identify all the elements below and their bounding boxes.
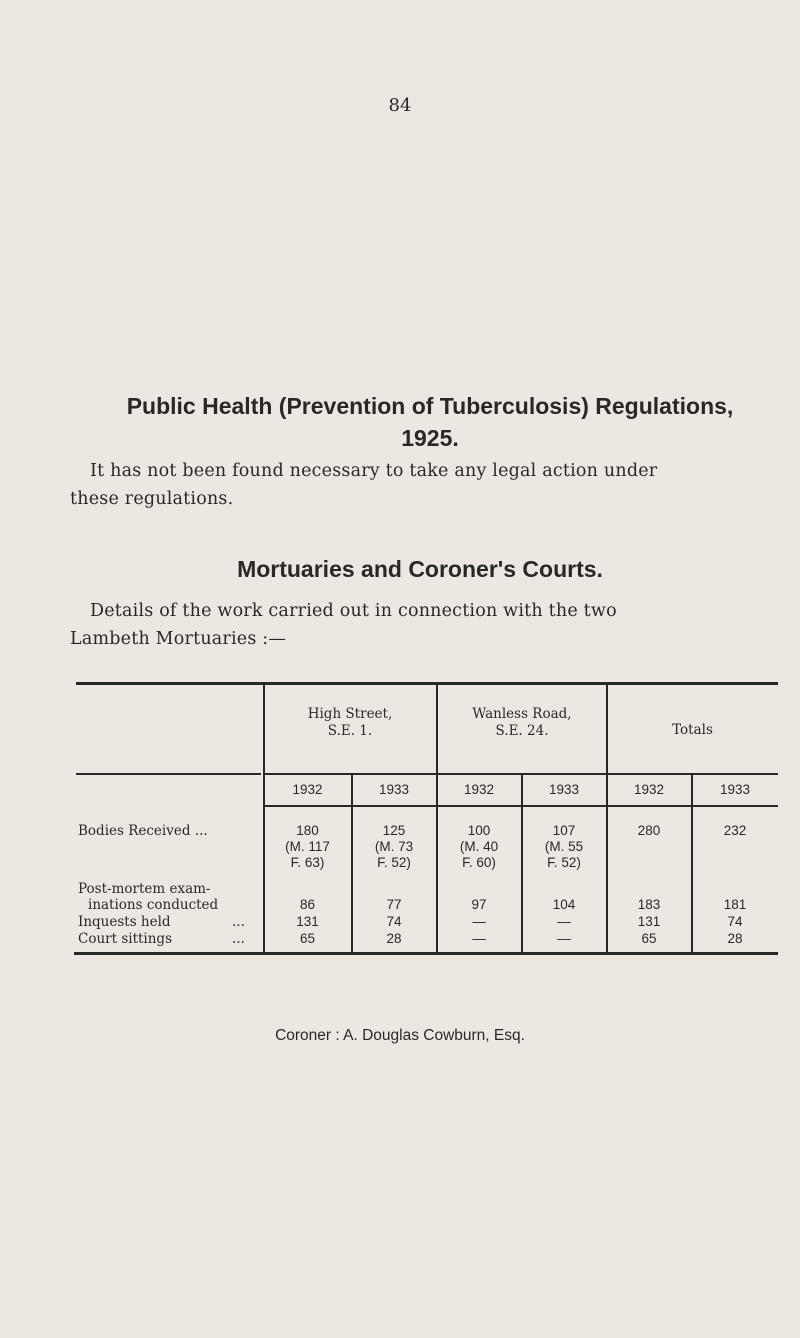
table-cell: 131 — [637, 914, 661, 929]
cell-sub-male: (M. 73 — [374, 839, 414, 854]
table-cell: — — [557, 931, 571, 946]
table-cell — [437, 823, 521, 871]
row-label-inquests: Inquests held — [78, 914, 171, 930]
year-header: 1933 — [548, 782, 580, 797]
table-cell: 74 — [727, 914, 743, 929]
table-cell: — — [472, 914, 486, 929]
table-cell — [352, 823, 436, 871]
table-cell — [522, 823, 606, 871]
table-cell: — — [557, 914, 571, 929]
paragraph-rest-line: Lambeth Mortuaries :— — [70, 629, 287, 649]
table-cell: 28 — [727, 931, 743, 946]
row-label-post-mortem — [78, 881, 264, 913]
coroner-footer: Coroner : A. Douglas Cowburn, Esq. — [275, 1027, 525, 1044]
cell-sub-male: (M. 40 — [459, 839, 499, 854]
section-title-tuberculosis — [70, 390, 790, 454]
section-title-mortuaries: Mortuaries and Coroner's Courts. — [237, 556, 603, 582]
table-cell: 183 — [637, 897, 661, 912]
table-top-rule — [76, 682, 778, 685]
cell-value: 125 — [382, 823, 406, 838]
group-header-line: High Street, — [307, 706, 393, 722]
cell-value: 180 — [296, 823, 319, 838]
header-rule-groups — [264, 773, 606, 775]
page-number: 84 — [388, 95, 412, 116]
table-cell: 28 — [386, 931, 402, 946]
row-label-dots: ... — [232, 931, 245, 947]
cell-value: 100 — [467, 823, 491, 838]
row-label-bodies-received: Bodies Received ... — [78, 823, 208, 839]
row-label-line: inations conducted — [88, 897, 219, 913]
table-cell: 65 — [641, 931, 657, 946]
paragraph-tuberculosis — [70, 457, 780, 513]
header-rule-label — [76, 773, 261, 775]
table-cell — [264, 823, 351, 871]
group-header-wanless-road — [437, 706, 607, 740]
year-header: 1932 — [292, 782, 323, 797]
table-cell: 280 — [637, 823, 661, 838]
group-header-line: S.E. 24. — [495, 723, 549, 739]
cell-sub-female: F. 52) — [547, 855, 581, 870]
table-bottom-rule — [74, 952, 778, 955]
table-cell: 232 — [723, 823, 747, 838]
table-cell: 86 — [299, 897, 316, 912]
cell-value: 107 — [552, 823, 576, 838]
group-header-line: S.E. 1. — [327, 723, 373, 739]
paragraph-first-line: Details of the work carried out in connection with the two — [90, 601, 617, 621]
paragraph-rest-line: these regulations. — [70, 489, 234, 509]
year-header: 1932 — [633, 782, 665, 797]
table-cell: 181 — [723, 897, 747, 912]
row-label-dots: ... — [232, 914, 245, 930]
cell-sub-female: F. 52) — [377, 855, 411, 870]
paragraph-first-line: It has not been found necessary to take any legal action under — [90, 461, 658, 481]
group-header-high-street — [264, 706, 436, 740]
cell-sub-male: (M. 55 — [544, 839, 584, 854]
title-line-1: Public Health (Prevention of Tuberculosis) Regulations, — [126, 393, 734, 419]
paragraph-mortuaries — [70, 597, 780, 653]
cell-sub-male: (M. 117 — [285, 839, 330, 854]
table-cell: 131 — [296, 914, 319, 929]
table-cell: 74 — [386, 914, 402, 929]
year-header: 1933 — [719, 782, 751, 797]
year-header: 1933 — [378, 782, 410, 797]
group-header-line: Wanless Road, — [472, 706, 572, 722]
cell-sub-female: F. 60) — [462, 855, 496, 870]
group-header-totals: Totals — [672, 722, 713, 738]
table-cell: 77 — [386, 897, 402, 912]
row-label-line: Post-mortem exam- — [78, 881, 211, 897]
title-line-2: 1925. — [401, 425, 459, 451]
table-cell: 65 — [299, 931, 316, 946]
row-label-court-sittings: Court sittings — [78, 931, 172, 947]
table-cell: 97 — [471, 897, 487, 912]
year-header: 1932 — [463, 782, 495, 797]
cell-sub-female: F. 63) — [290, 855, 325, 870]
table-cell: 104 — [552, 897, 576, 912]
table-cell: — — [472, 931, 486, 946]
mortuaries-table — [74, 682, 778, 956]
